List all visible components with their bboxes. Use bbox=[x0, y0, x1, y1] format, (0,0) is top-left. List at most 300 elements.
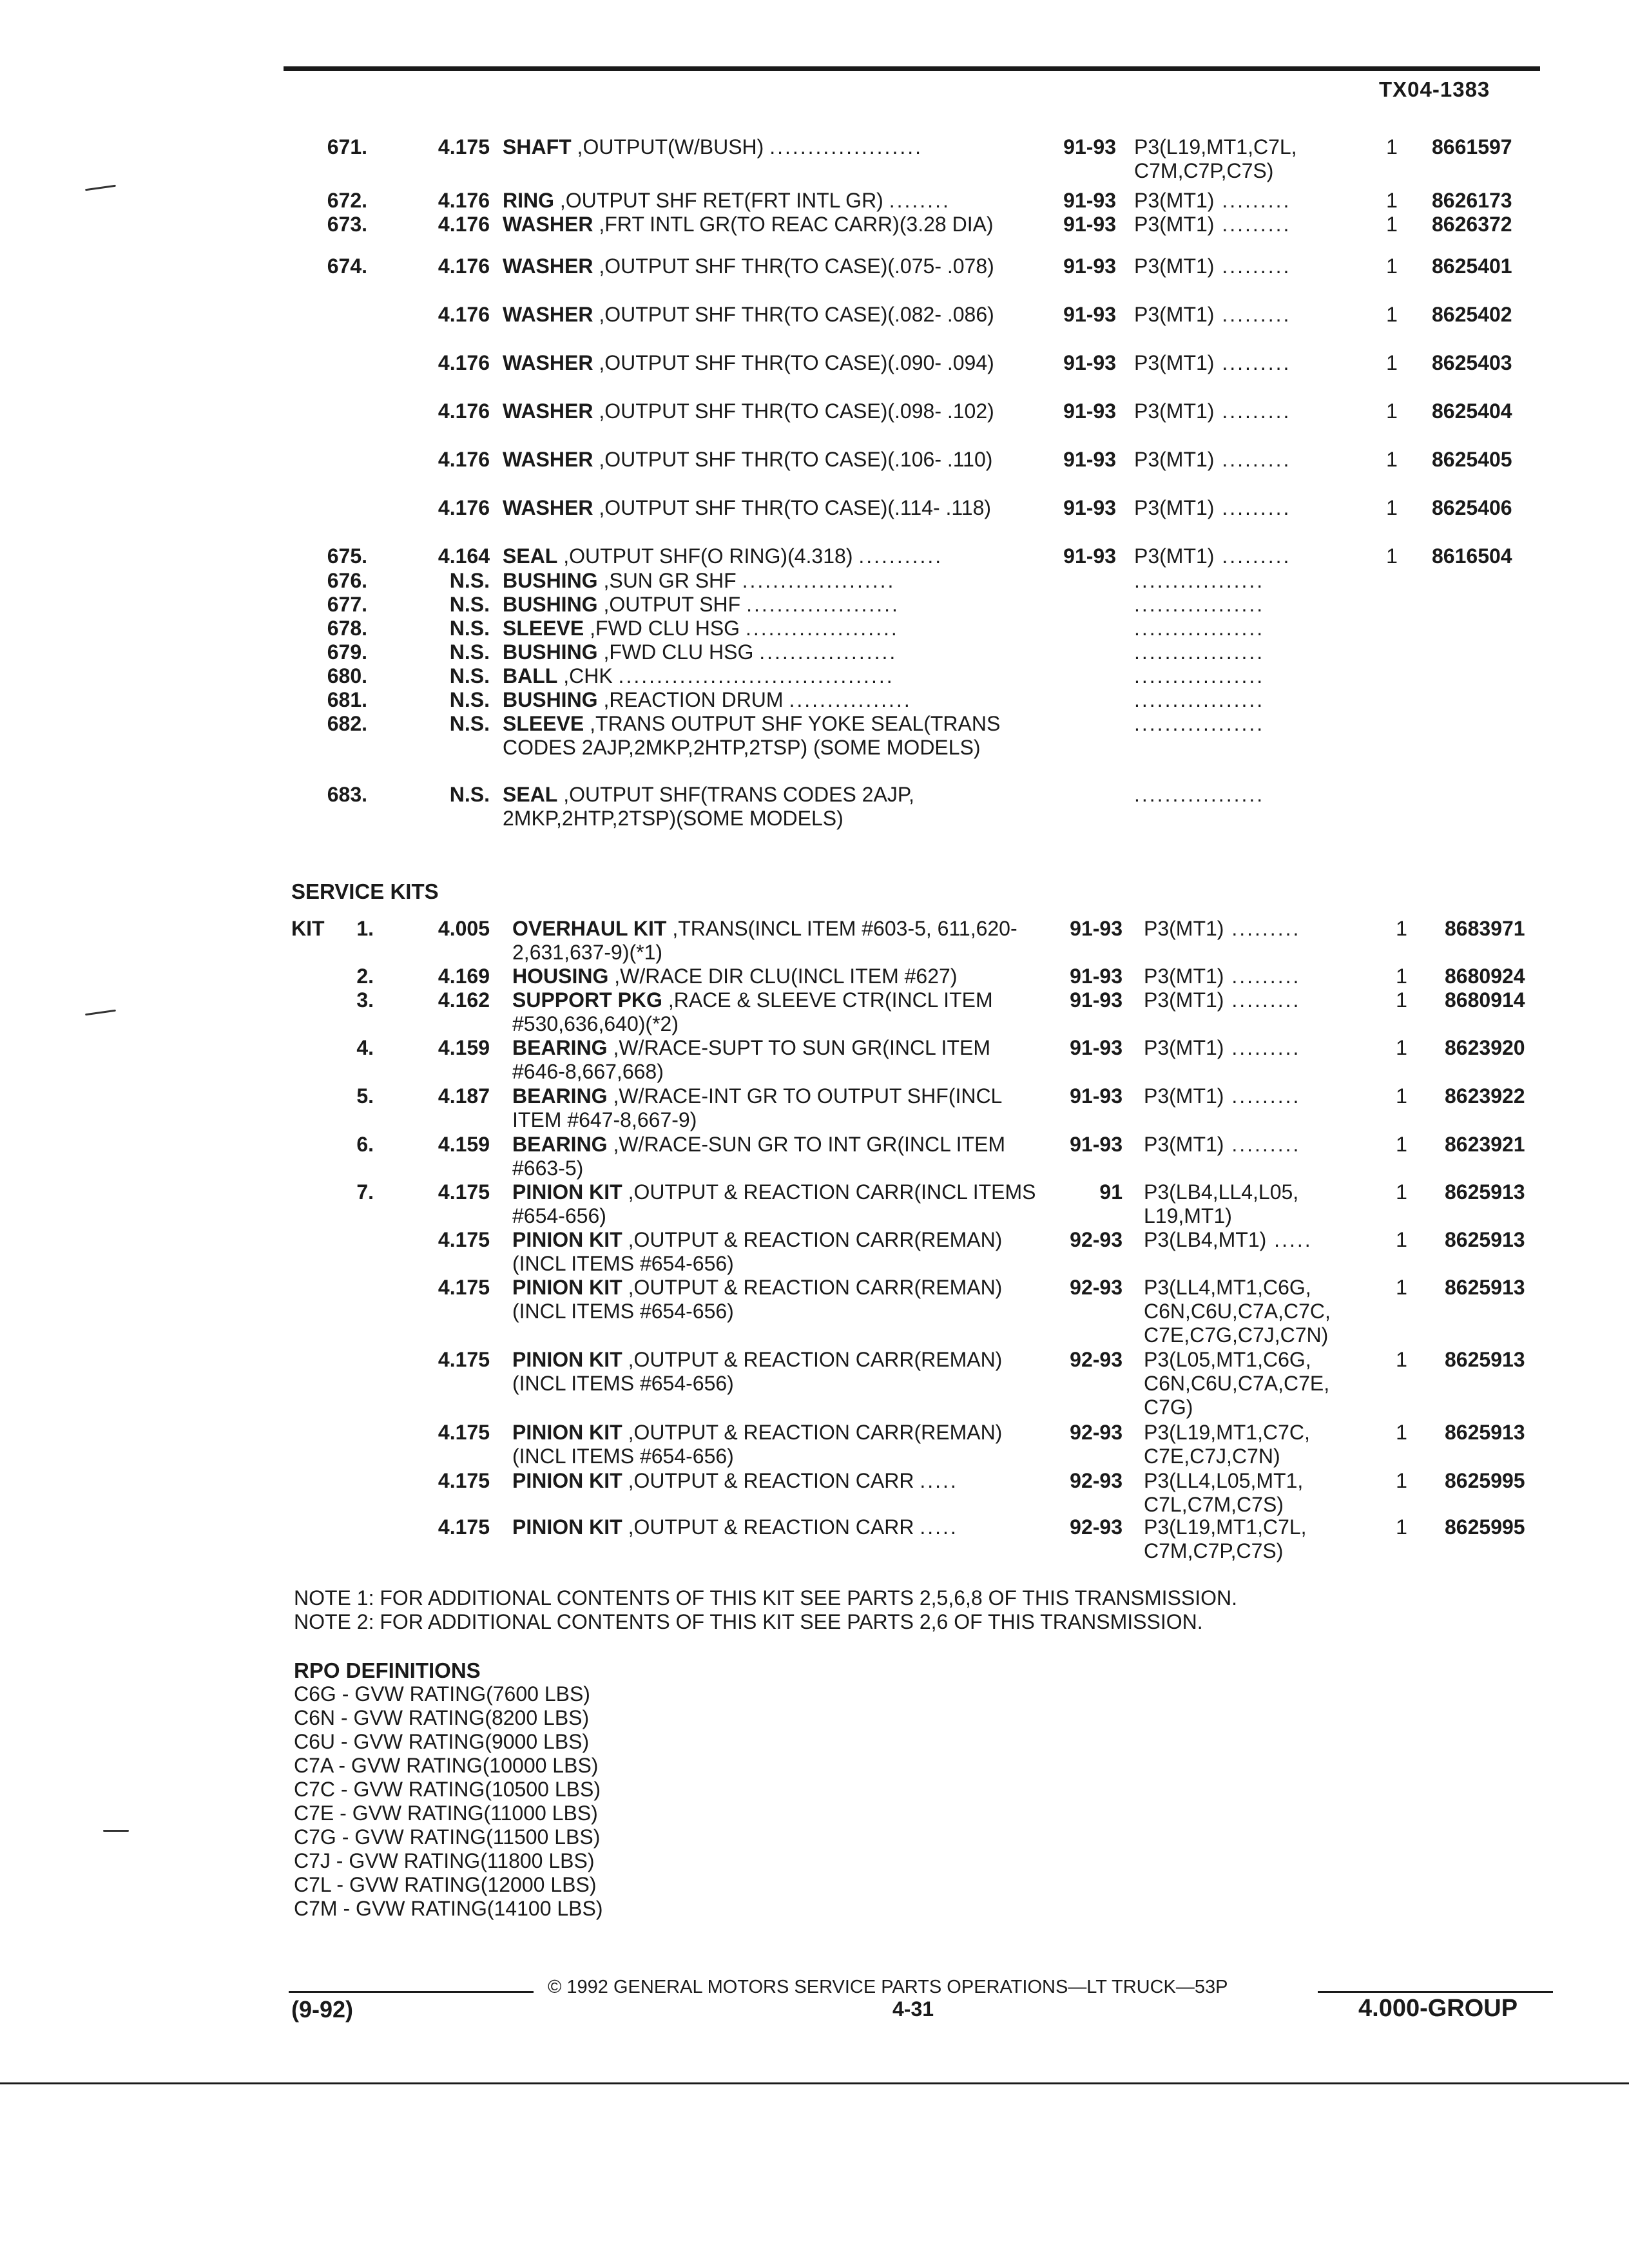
rpo-item: C6G - GVW RATING(7600 LBS) bbox=[294, 1682, 590, 1706]
leader-dots: ..... bbox=[1266, 1228, 1313, 1251]
footer-date: (9-92) bbox=[291, 1996, 354, 2023]
item-number: 674. bbox=[327, 255, 367, 278]
item-number: 6. bbox=[356, 1133, 374, 1156]
leader-dots: ........... bbox=[858, 544, 943, 568]
rpo-definitions bbox=[294, 1658, 603, 1921]
part-number: 8625913 bbox=[1445, 1276, 1525, 1299]
leader-dots: ......... bbox=[1224, 917, 1301, 940]
part-description bbox=[503, 213, 1037, 236]
part-name: BUSHING bbox=[503, 688, 598, 711]
part-detail: ,OUTPUT SHF(O RING)(4.318) bbox=[557, 544, 859, 568]
leader-dots: ......... bbox=[1214, 303, 1291, 326]
part-description bbox=[503, 617, 1037, 640]
part-detail: ,TRANS OUTPUT SHF YOKE SEAL(TRANS CODES 2AJP,2MKP,2HTP,2TSP) (SOME MODELS) bbox=[503, 712, 1001, 759]
rpo-item: C7M - GVW RATING(14100 LBS) bbox=[294, 1897, 603, 1920]
leader-dots: ......... bbox=[1214, 399, 1291, 423]
models-text: P3(MT1) bbox=[1134, 399, 1215, 423]
part-detail: ,OUTPUT SHF THR(TO CASE)(.075- .078) bbox=[593, 255, 994, 278]
model-years: 92-93 bbox=[1070, 1515, 1123, 1539]
quantity: 1 bbox=[1396, 1036, 1407, 1059]
part-description bbox=[512, 917, 1047, 965]
quantity: 1 bbox=[1386, 496, 1398, 519]
leader-dots: ......... bbox=[1214, 351, 1291, 374]
models bbox=[1134, 213, 1353, 236]
part-detail: ,OUTPUT SHF RET(FRT INTL GR) bbox=[554, 189, 889, 212]
item-number: 675. bbox=[327, 544, 367, 568]
part-description bbox=[512, 1421, 1047, 1468]
models bbox=[1134, 544, 1353, 568]
illustration-ref: 4.175 bbox=[438, 1469, 490, 1492]
models bbox=[1134, 688, 1353, 712]
item-number: 7. bbox=[356, 1180, 374, 1204]
part-description bbox=[503, 712, 1037, 760]
part-description bbox=[503, 448, 1037, 472]
part-detail: ,OUTPUT & REACTION CARR(REMAN)(INCL ITEMS #654-656) bbox=[512, 1421, 1003, 1468]
illustration-ref: 4.159 bbox=[438, 1133, 490, 1156]
model-years: 91-93 bbox=[1063, 135, 1116, 159]
item-number: 2. bbox=[356, 965, 374, 988]
models-text: P3(L19,MT1,C7C, C7E,C7J,C7N) bbox=[1144, 1421, 1310, 1468]
quantity: 1 bbox=[1386, 303, 1398, 326]
models bbox=[1134, 712, 1353, 736]
part-description bbox=[512, 988, 1047, 1036]
illustration-ref: 4.176 bbox=[438, 213, 490, 236]
item-number: 1. bbox=[356, 917, 374, 940]
part-detail: ,RACE & SLEEVE CTR(INCL ITEM #530,636,640)(*2) bbox=[512, 988, 993, 1035]
part-detail: ,TRANS(INCL ITEM #603-5, 611,620-2,631,637-9)(*1) bbox=[512, 917, 1017, 964]
part-detail: ,OUTPUT(W/BUSH) bbox=[571, 135, 770, 159]
illustration-ref: 4.175 bbox=[438, 1515, 490, 1539]
model-years: 92-93 bbox=[1070, 1469, 1123, 1492]
part-number: 8616504 bbox=[1432, 544, 1512, 568]
part-description bbox=[512, 1180, 1047, 1228]
part-detail: ,OUTPUT & REACTION CARR(REMAN)(INCL ITEMS #654-656) bbox=[512, 1276, 1003, 1323]
part-number: 8625913 bbox=[1445, 1421, 1525, 1444]
part-detail: ,OUTPUT SHF THR(TO CASE)(.082- .086) bbox=[593, 303, 994, 326]
part-description bbox=[503, 255, 1037, 278]
leader-dots: ................. bbox=[1134, 783, 1265, 806]
models-text: P3(MT1) bbox=[1134, 303, 1215, 326]
models-text: P3(MT1) bbox=[1134, 189, 1215, 212]
part-description bbox=[503, 351, 1037, 375]
quantity: 1 bbox=[1396, 1469, 1407, 1492]
quantity: 1 bbox=[1396, 1180, 1407, 1204]
models bbox=[1144, 1133, 1363, 1157]
document-number: TX04-1383 bbox=[1379, 77, 1490, 101]
models-text: P3(MT1) bbox=[1134, 448, 1215, 471]
part-detail: ,OUTPUT & REACTION CARR bbox=[622, 1469, 920, 1492]
part-name: SLEEVE bbox=[503, 617, 584, 640]
quantity: 1 bbox=[1386, 255, 1398, 278]
part-number: 8626173 bbox=[1432, 189, 1512, 212]
part-description bbox=[512, 1133, 1047, 1180]
part-detail: ,OUTPUT SHF THR(TO CASE)(.090- .094) bbox=[593, 351, 994, 374]
illustration-ref: 4.175 bbox=[438, 1276, 490, 1299]
part-number: 8625913 bbox=[1445, 1180, 1525, 1204]
part-detail: ,OUTPUT SHF THR(TO CASE)(.098- .102) bbox=[593, 399, 994, 423]
models bbox=[1144, 1180, 1363, 1228]
part-name: PINION KIT bbox=[512, 1348, 622, 1371]
part-detail: ,W/RACE-INT GR TO OUTPUT SHF(INCL ITEM #647-8,667-9) bbox=[512, 1084, 1002, 1131]
models bbox=[1134, 617, 1353, 640]
footer-rule-right bbox=[1318, 1991, 1553, 1993]
part-description bbox=[512, 1515, 1047, 1539]
leader-dots: ..... bbox=[920, 1469, 958, 1492]
part-number: 8625401 bbox=[1432, 255, 1512, 278]
leader-dots: .................... bbox=[769, 135, 923, 159]
model-years: 91-93 bbox=[1063, 544, 1116, 568]
quantity: 1 bbox=[1386, 213, 1398, 236]
part-number: 8661597 bbox=[1432, 135, 1512, 159]
part-name: PINION KIT bbox=[512, 1228, 622, 1251]
leader-dots: ......... bbox=[1224, 965, 1301, 988]
footer-group: 4.000-GROUP bbox=[1358, 1995, 1518, 2022]
illustration-ref: 4.175 bbox=[438, 1348, 490, 1371]
part-name: BUSHING bbox=[503, 569, 598, 592]
quantity: 1 bbox=[1396, 917, 1407, 940]
model-years: 91-93 bbox=[1070, 1084, 1123, 1108]
model-years: 91-93 bbox=[1063, 255, 1116, 278]
part-name: PINION KIT bbox=[512, 1469, 622, 1492]
part-detail: ,CHK bbox=[557, 664, 619, 687]
models-text: P3(LL4,L05,MT1, C7L,C7M,C7S) bbox=[1144, 1469, 1304, 1516]
illustration-ref: N.S. bbox=[449, 783, 490, 806]
illustration-ref: N.S. bbox=[449, 664, 490, 687]
illustration-ref: 4.175 bbox=[438, 135, 490, 159]
part-description bbox=[503, 640, 1037, 664]
notes bbox=[294, 1586, 1237, 1634]
part-detail: ,SUN GR SHF bbox=[597, 569, 742, 592]
models bbox=[1144, 988, 1363, 1012]
leader-dots: ................ bbox=[789, 688, 912, 711]
part-detail: ,OUTPUT & REACTION CARR(INCL ITEMS #654-656) bbox=[512, 1180, 1036, 1227]
footer-page-number: 4-31 bbox=[892, 1997, 934, 2021]
models bbox=[1134, 783, 1353, 807]
illustration-ref: 4.164 bbox=[438, 544, 490, 568]
part-name: SEAL bbox=[503, 783, 558, 806]
part-description bbox=[512, 1469, 1047, 1493]
quantity: 1 bbox=[1386, 399, 1398, 423]
bottom-rule bbox=[0, 2082, 1629, 2084]
quantity: 1 bbox=[1386, 135, 1398, 159]
kit-label: KIT bbox=[291, 917, 325, 940]
part-name: WASHER bbox=[503, 399, 593, 423]
illustration-ref: 4.176 bbox=[438, 448, 490, 471]
part-description bbox=[512, 965, 1047, 988]
part-description bbox=[503, 569, 1037, 593]
leader-dots: .................... bbox=[742, 569, 896, 592]
quantity: 1 bbox=[1396, 1084, 1407, 1108]
part-description bbox=[512, 1228, 1047, 1276]
models bbox=[1134, 189, 1353, 213]
leader-dots: ......... bbox=[1214, 255, 1291, 278]
models-text: P3(L05,MT1,C6G, C6N,C6U,C7A,C7E, C7G) bbox=[1144, 1348, 1330, 1419]
model-years: 91-93 bbox=[1063, 351, 1116, 374]
models bbox=[1134, 496, 1353, 520]
part-description bbox=[512, 1036, 1047, 1084]
models bbox=[1144, 1348, 1363, 1419]
part-name: BUSHING bbox=[503, 593, 598, 616]
part-description bbox=[503, 688, 1037, 712]
illustration-ref: 4.169 bbox=[438, 965, 490, 988]
leader-dots: ................. bbox=[1134, 664, 1265, 687]
models-text: P3(MT1) bbox=[1134, 351, 1215, 374]
models bbox=[1144, 1036, 1363, 1060]
models bbox=[1134, 593, 1353, 617]
part-name: HOUSING bbox=[512, 965, 609, 988]
models-text: P3(MT1) bbox=[1134, 213, 1215, 236]
quantity: 1 bbox=[1396, 1133, 1407, 1156]
leader-dots: .................................... bbox=[618, 664, 894, 687]
models-text: P3(MT1) bbox=[1144, 965, 1224, 988]
model-years: 92-93 bbox=[1070, 1228, 1123, 1251]
part-number: 8625913 bbox=[1445, 1348, 1525, 1371]
part-number: 8623922 bbox=[1445, 1084, 1525, 1108]
models bbox=[1144, 917, 1363, 941]
quantity: 1 bbox=[1396, 988, 1407, 1012]
item-number: 678. bbox=[327, 617, 367, 640]
rpo-item: C7G - GVW RATING(11500 LBS) bbox=[294, 1825, 601, 1849]
part-number: 8683971 bbox=[1445, 917, 1525, 940]
quantity: 1 bbox=[1396, 1515, 1407, 1539]
models bbox=[1134, 664, 1353, 688]
models-text: P3(MT1) bbox=[1134, 255, 1215, 278]
rpo-item: C7L - GVW RATING(12000 LBS) bbox=[294, 1873, 597, 1896]
part-detail: ,W/RACE-SUN GR TO INT GR(INCL ITEM #663-5) bbox=[512, 1133, 1006, 1180]
leader-dots: .................... bbox=[745, 617, 899, 640]
quantity: 1 bbox=[1396, 1228, 1407, 1251]
item-number: 672. bbox=[327, 189, 367, 212]
illustration-ref: 4.176 bbox=[438, 303, 490, 326]
part-name: WASHER bbox=[503, 448, 593, 471]
part-name: BUSHING bbox=[503, 640, 598, 664]
part-detail: ,OUTPUT & REACTION CARR(REMAN)(INCL ITEMS #654-656) bbox=[512, 1228, 1003, 1275]
illustration-ref: N.S. bbox=[449, 569, 490, 592]
part-name: PINION KIT bbox=[512, 1180, 622, 1204]
leader-dots: ................. bbox=[1134, 688, 1265, 711]
part-detail: ,OUTPUT & REACTION CARR(REMAN)(INCL ITEMS #654-656) bbox=[512, 1348, 1003, 1395]
models bbox=[1144, 1469, 1363, 1517]
quantity: 1 bbox=[1396, 1421, 1407, 1444]
top-rule bbox=[284, 66, 1540, 71]
models bbox=[1134, 399, 1353, 423]
models-text: P3(L19,MT1,C7L, C7M,C7P,C7S) bbox=[1134, 135, 1297, 182]
leader-dots: ......... bbox=[1224, 1036, 1301, 1059]
quantity: 1 bbox=[1386, 544, 1398, 568]
illustration-ref: N.S. bbox=[449, 617, 490, 640]
leader-dots: ......... bbox=[1224, 1084, 1301, 1108]
item-number: 679. bbox=[327, 640, 367, 664]
models-text: P3(MT1) bbox=[1144, 1084, 1224, 1108]
models-text: P3(MT1) bbox=[1134, 496, 1215, 519]
models-text: P3(MT1) bbox=[1144, 1036, 1224, 1059]
part-detail: ,OUTPUT SHF bbox=[597, 593, 747, 616]
part-name: PINION KIT bbox=[512, 1515, 622, 1539]
models-text: P3(MT1) bbox=[1144, 988, 1224, 1012]
model-years: 91-93 bbox=[1063, 189, 1116, 212]
models bbox=[1134, 303, 1353, 327]
leader-dots: ......... bbox=[1214, 496, 1291, 519]
model-years: 91-93 bbox=[1063, 496, 1116, 519]
models bbox=[1134, 255, 1353, 278]
model-years: 91-93 bbox=[1063, 448, 1116, 471]
model-years: 92-93 bbox=[1070, 1348, 1123, 1371]
part-number: 8625403 bbox=[1432, 351, 1512, 374]
illustration-ref: N.S. bbox=[449, 640, 490, 664]
part-description bbox=[503, 303, 1037, 327]
models bbox=[1134, 569, 1353, 593]
part-name: BEARING bbox=[512, 1133, 608, 1156]
part-name: SEAL bbox=[503, 544, 558, 568]
part-number: 8626372 bbox=[1432, 213, 1512, 236]
models-text: P3(L19,MT1,C7L, C7M,C7P,C7S) bbox=[1144, 1515, 1307, 1562]
leader-dots: ................. bbox=[1134, 640, 1265, 664]
part-description bbox=[503, 593, 1037, 617]
part-name: BEARING bbox=[512, 1036, 608, 1059]
note-1: NOTE 1: FOR ADDITIONAL CONTENTS OF THIS KIT SEE PARTS 2,5,6,8 OF THIS TRANSMISSION. bbox=[294, 1586, 1237, 1610]
part-detail: ,OUTPUT SHF THR(TO CASE)(.114- .118) bbox=[593, 496, 992, 519]
part-description bbox=[512, 1276, 1047, 1323]
part-name: WASHER bbox=[503, 496, 593, 519]
illustration-ref: 4.187 bbox=[438, 1084, 490, 1108]
part-number: 8625402 bbox=[1432, 303, 1512, 326]
item-number: 682. bbox=[327, 712, 367, 735]
leader-dots: ......... bbox=[1214, 544, 1291, 568]
illustration-ref: 4.176 bbox=[438, 189, 490, 212]
footer-rule-left bbox=[289, 1991, 534, 1993]
models bbox=[1144, 1515, 1363, 1563]
rpo-heading: RPO DEFINITIONS bbox=[294, 1658, 481, 1682]
part-name: SLEEVE bbox=[503, 712, 584, 735]
illustration-ref: 4.176 bbox=[438, 255, 490, 278]
models bbox=[1134, 448, 1353, 472]
part-detail: ,OUTPUT SHF THR(TO CASE)(.106- .110) bbox=[593, 448, 993, 471]
models bbox=[1144, 1276, 1363, 1347]
model-years: 91 bbox=[1099, 1180, 1123, 1204]
part-number: 8625405 bbox=[1432, 448, 1512, 471]
leader-dots: ........ bbox=[889, 189, 950, 212]
illustration-ref: N.S. bbox=[449, 688, 490, 711]
part-name: SUPPORT PKG bbox=[512, 988, 662, 1012]
illustration-ref: N.S. bbox=[449, 593, 490, 616]
leader-dots: ......... bbox=[1214, 189, 1291, 212]
model-years: 91-93 bbox=[1070, 1036, 1123, 1059]
service-kits-heading: SERVICE KITS bbox=[291, 879, 439, 903]
illustration-ref: 4.005 bbox=[438, 917, 490, 940]
part-number: 8625995 bbox=[1445, 1515, 1525, 1539]
part-name: PINION KIT bbox=[512, 1421, 622, 1444]
part-detail: ,FRT INTL GR(TO REAC CARR)(3.28 DIA) bbox=[593, 213, 994, 236]
leader-dots: ......... bbox=[1214, 448, 1291, 471]
footer-copyright: © 1992 GENERAL MOTORS SERVICE PARTS OPERATIONS—LT TRUCK—53P bbox=[548, 1977, 1228, 1997]
quantity: 1 bbox=[1386, 189, 1398, 212]
models bbox=[1134, 135, 1353, 183]
model-years: 92-93 bbox=[1070, 1421, 1123, 1444]
part-name: WASHER bbox=[503, 255, 593, 278]
models bbox=[1144, 1421, 1363, 1468]
leader-dots: ................. bbox=[1134, 593, 1265, 616]
part-number: 8623921 bbox=[1445, 1133, 1525, 1156]
note-2: NOTE 2: FOR ADDITIONAL CONTENTS OF THIS KIT SEE PARTS 2,6 OF THIS TRANSMISSION. bbox=[294, 1610, 1203, 1633]
leader-dots: ................. bbox=[1134, 569, 1265, 592]
part-number: 8680924 bbox=[1445, 965, 1525, 988]
part-description bbox=[503, 783, 1037, 831]
models bbox=[1144, 965, 1363, 988]
item-number: 681. bbox=[327, 688, 367, 711]
item-number: 3. bbox=[356, 988, 374, 1012]
quantity: 1 bbox=[1396, 965, 1407, 988]
illustration-ref: 4.175 bbox=[438, 1228, 490, 1251]
part-name: SHAFT bbox=[503, 135, 572, 159]
model-years: 91-93 bbox=[1063, 303, 1116, 326]
model-years: 91-93 bbox=[1070, 1133, 1123, 1156]
leader-dots: ......... bbox=[1224, 1133, 1301, 1156]
quantity: 1 bbox=[1386, 448, 1398, 471]
model-years: 91-93 bbox=[1070, 988, 1123, 1012]
part-description bbox=[503, 189, 1037, 213]
quantity: 1 bbox=[1386, 351, 1398, 374]
illustration-ref: 4.175 bbox=[438, 1421, 490, 1444]
illustration-ref: 4.176 bbox=[438, 351, 490, 374]
illustration-ref: 4.159 bbox=[438, 1036, 490, 1059]
rpo-item: C6N - GVW RATING(8200 LBS) bbox=[294, 1706, 590, 1729]
part-number: 8625913 bbox=[1445, 1228, 1525, 1251]
item-number: 5. bbox=[356, 1084, 374, 1108]
models bbox=[1134, 351, 1353, 375]
models bbox=[1144, 1228, 1363, 1252]
part-number: 8625406 bbox=[1432, 496, 1512, 519]
model-years: 91-93 bbox=[1070, 917, 1123, 940]
models-text: P3(LB4,MT1) bbox=[1144, 1228, 1267, 1251]
leader-dots: ................. bbox=[1134, 617, 1265, 640]
part-description bbox=[512, 1348, 1047, 1396]
part-name: WASHER bbox=[503, 213, 593, 236]
part-description bbox=[512, 1084, 1047, 1132]
binder-mark bbox=[85, 185, 116, 191]
quantity: 1 bbox=[1396, 1348, 1407, 1371]
rpo-list bbox=[294, 1682, 603, 1921]
part-number: 8625404 bbox=[1432, 399, 1512, 423]
part-description bbox=[503, 664, 1037, 688]
model-years: 92-93 bbox=[1070, 1276, 1123, 1299]
illustration-ref: 4.176 bbox=[438, 399, 490, 423]
part-number: 8623920 bbox=[1445, 1036, 1525, 1059]
illustration-ref: 4.162 bbox=[438, 988, 490, 1012]
part-name: BALL bbox=[503, 664, 558, 687]
illustration-ref: 4.175 bbox=[438, 1180, 490, 1204]
models bbox=[1144, 1084, 1363, 1108]
quantity: 1 bbox=[1396, 1276, 1407, 1299]
leader-dots: ..... bbox=[920, 1515, 958, 1539]
rpo-item: C7A - GVW RATING(10000 LBS) bbox=[294, 1754, 599, 1777]
models-text: P3(LB4,LL4,L05, L19,MT1) bbox=[1144, 1180, 1299, 1227]
part-description bbox=[503, 544, 1037, 568]
part-name: PINION KIT bbox=[512, 1276, 622, 1299]
part-detail: ,OUTPUT SHF(TRANS CODES 2AJP, 2MKP,2HTP,2TSP)(SOME MODELS) bbox=[503, 783, 914, 830]
leader-dots: ......... bbox=[1224, 988, 1301, 1012]
rpo-item: C7C - GVW RATING(10500 LBS) bbox=[294, 1778, 601, 1801]
part-description bbox=[503, 496, 1037, 520]
part-detail: ,W/RACE DIR CLU(INCL ITEM #627) bbox=[608, 965, 958, 988]
models-text: P3(LL4,MT1,C6G, C6N,C6U,C7A,C7C, C7E,C7G,C7J,C7N) bbox=[1144, 1276, 1331, 1347]
item-number: 683. bbox=[327, 783, 367, 806]
item-number: 680. bbox=[327, 664, 367, 687]
model-years: 91-93 bbox=[1063, 399, 1116, 423]
part-detail: ,W/RACE-SUPT TO SUN GR(INCL ITEM #646-8,667,668) bbox=[512, 1036, 990, 1083]
model-years: 91-93 bbox=[1063, 213, 1116, 236]
item-number: 677. bbox=[327, 593, 367, 616]
item-number: 671. bbox=[327, 135, 367, 159]
